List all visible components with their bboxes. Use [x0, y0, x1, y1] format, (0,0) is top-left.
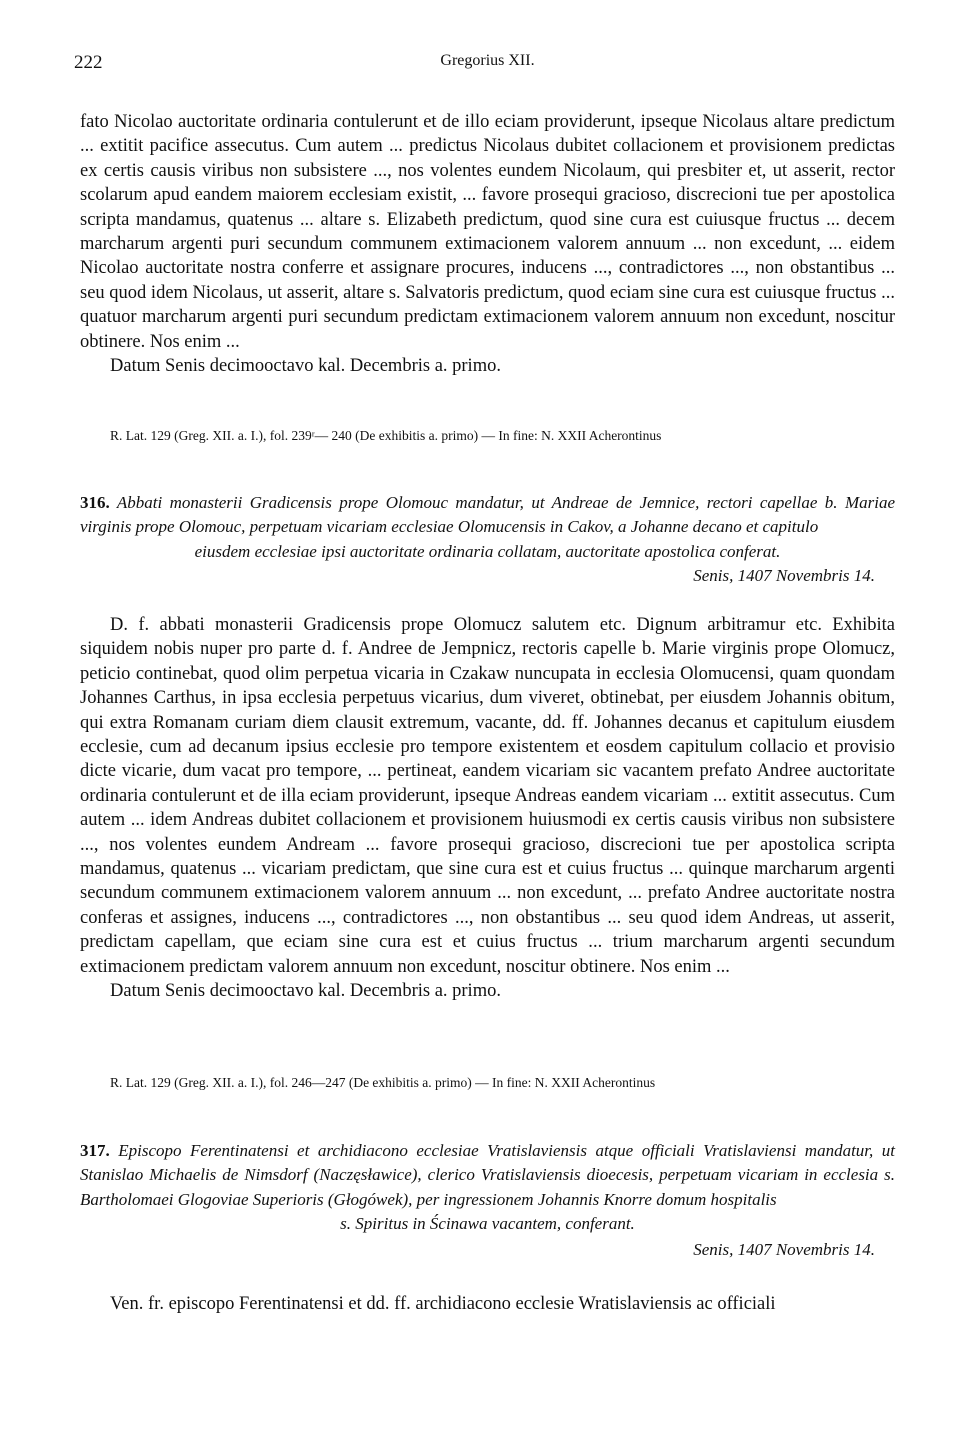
- doc316-regest: [80, 491, 895, 564]
- doc317-number: 317.: [80, 1141, 110, 1160]
- doc316-place-date: Senis, 1407 Novembris 14.: [693, 566, 875, 585]
- doc317-opening-line: Ven. fr. episcopo Ferentinatensi et dd. ff. archidiacono ecclesie Wratislaviensis ac officiali: [110, 1294, 776, 1314]
- running-title: Gregorius XII.: [440, 52, 535, 69]
- doc317-regest-text: Episcopo Ferentinatensi et archidiacono ecclesiae Vratislaviensis atque officiali Vratislaviensi mandatur, ut Stanislao Michaelis de Nimsdorf (Naczęsławice), clerico Vratislaviensis dioecesis, perpetuam vicariam in ecclesia s. Bartholomaei Glogoviae Superioris (Głogówek), per ingressionem Johannis Knorre domum hospitalis: [80, 1141, 896, 1209]
- doc315-reference: R. Lat. 129 (Greg. XII. a. I.), fol. 239ʳ— 240 (De exhibitis a. primo) — In fine: N. XXII Acherontinus: [110, 428, 662, 443]
- doc317-body: [80, 1292, 895, 1316]
- doc315-datum: Datum Senis decimooctavo kal. Decembris a. primo.: [110, 356, 501, 377]
- page-header: [74, 52, 895, 76]
- doc317-regest: [80, 1139, 895, 1237]
- doc315-tail: [80, 110, 895, 378]
- doc316-paragraph: D. f. abbati monasterii Gradicensis prope Olomucz salutem etc. Dignum arbitramur etc. Exhibita siquidem nobis nuper pro parte d. f. Andree de Jempnicz, rectoris capelle b. Marie virginis prope Olomucz, peticio continebat, quod olim perpetua vicaria in Czakaw nuncupata in ecclesia Olomucensi, quam quondam Johannes Carthus, in ipsa ecclesia perpetuus vicarius, dum viveret, obtinebat, per eiusdem Johannis obitum, qui extra Romanam curiam diem clausit extremum, vacante, dd. ff. Johannes decanus et capitulum eiusdem ecclesie, cum ad decanum ipsius ecclesie pro tempore existentem et eosdem capitulum collacio et provisio dicte vicarie, dum vacat pro tempore, ... pertineat, eandem vicariam sic vacantem prefato Andree auctoritate ordinaria contulerunt et de illa eciam providerunt, ipseque Andreas eandem vicariam ... extitit assecutus. Cum autem ... idem Andreas dubitet collacionem et provisionem huiusmodi ex certis causis viribus non subsistere ..., nos volentes eundem Andream ... favore prosequi gracioso, discrecioni tue per apostolica scripta mandamus, quatenus ... vicariam predictam, que sine cura est et cuius fructus ... quinque marcharum argenti secundum communem extimacionem valorem annuum ... non excedunt, ... prefato Andree auctoritate nostra conferas et assignes, inducens ..., contradictores ..., non obstantibus ... seu quod idem Andreas, ut asserit, predictam capellam, que eciam sine cura est et cuius fructus ... trium marcharum argenti secundum extimacionem predictam valorem annuum non excedunt, noscitur obtinere. Nos enim ...: [80, 615, 895, 977]
- doc317-regest-last-line: s. Spiritus in Ścinawa vacantem, conferant.: [340, 1214, 635, 1234]
- doc316-regest-last-line: eiusdem ecclesiae ipsi auctoritate ordinaria collatam, auctoritate apostolica conferat.: [194, 541, 781, 561]
- doc316-regest-text: Abbati monasterii Gradicensis prope Olomouc mandatur, ut Andreae de Jemnice, rectori capellae b. Mariae virginis prope Olomouc, perpetuam vicariam ecclesiae Olomucensis in Cakov, a Johanne decano et capitulo: [80, 493, 896, 537]
- page-number: 222: [74, 52, 103, 73]
- doc316-reference: R. Lat. 129 (Greg. XII. a. I.), fol. 246—247 (De exhibitis a. primo) — In fine: N. XXII Acherontinus: [110, 1075, 656, 1090]
- doc316-datum: Datum Senis decimooctavo kal. Decembris a. primo.: [110, 981, 501, 1002]
- doc316-body: [80, 613, 895, 1004]
- doc316-number: 316.: [80, 493, 110, 512]
- doc315-paragraph: fato Nicolao auctoritate ordinaria contulerunt et de illo eciam providerunt, ipseque Nicolaus altare predictum ... extitit pacifice assecutus. Cum autem ... predictus Nicolaus dubitet collacionem et provisionem predictas ex certis causis viribus non subsistere ..., nos volentes eundem Nicolaum, qui presbiter et, ut asserit, rector scolarum apud eandem maiorem ecclesiam existit, ... favore prosequi gracioso, discrecioni tue per apostolica scripta mandamus, quatenus ... altare s. Elizabeth predictum, quod sine cura est cuiusque fructus ... decem marcharum argenti puri secundum communem extimacionem valorem annuum ... non excedunt, ... eidem Nicolao auctoritate nostra conferre et assignare procures, inducens ..., contradictores ..., non obstantibus ... seu quod idem Nicolaus, ut asserit, altare s. Salvatoris predictum, quod eciam sine cura est cuiusque fructus ... quatuor marcharum argenti puri secundum predictam extimacionem valorem annuum non excedunt, noscitur obtinere. Nos enim ...: [80, 112, 895, 352]
- doc317-place-date: Senis, 1407 Novembris 14.: [693, 1240, 875, 1259]
